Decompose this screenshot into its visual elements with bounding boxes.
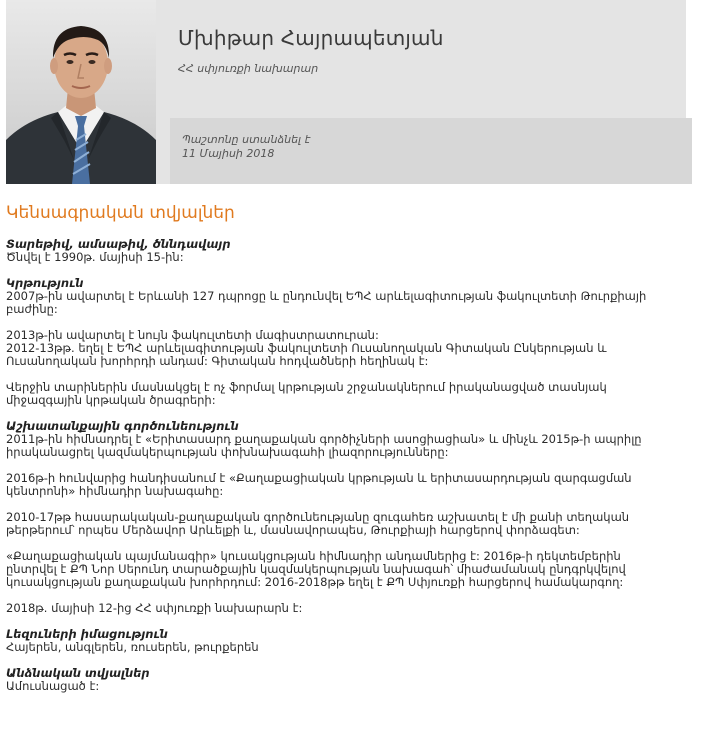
work-paragraph: 2018թ. մայիսի 12-ից ՀՀ սփյուռքի նախարարն է: xyxy=(6,601,303,615)
education-paragraph: 2012-13թթ. եղել է ԵՊՀ արևելագիտության ֆակուլտետի Ուսանողական Գիտական Ընկերության և Ուսանողական խորհրդի անդամ: Գիտական հոդվածների հեղինակ է: xyxy=(6,341,607,368)
personal-text: Ամուսնացած է: xyxy=(6,679,100,693)
biography-content xyxy=(6,238,696,706)
birth-text: Ծնվել է 1990թ. մայիսի 15-ին: xyxy=(6,250,184,264)
work-paragraph: 2011թ-ին հիմնադրել է «Երիտասարդ քաղաքական գործիչների ասոցիացիան» և մինչև 2015թ-ի ապրիլը իրականացրել կազմակերպության փոխնախագահի լիազորությունները: xyxy=(6,432,642,459)
personal-block xyxy=(6,667,696,693)
education-block xyxy=(6,277,696,407)
birth-block xyxy=(6,238,696,264)
work-block xyxy=(6,420,696,615)
birth-title: Տարեթիվ, ամսաթիվ, ծննդավայր xyxy=(6,237,231,251)
work-paragraph: 2016թ-ի հունվարից հանդիսանում է «Քաղաքացիական կրթության և երիտասարդության զարգացման կենտրոնի» հիմնադիր նախագահը: xyxy=(6,471,632,498)
portrait-photo xyxy=(6,0,156,184)
appointment-label: Պաշտոնը ստանձնել է xyxy=(182,133,311,146)
appointment-box xyxy=(170,118,692,184)
languages-block xyxy=(6,628,696,654)
education-title: Կրթություն xyxy=(6,276,84,290)
education-paragraph: 2007թ-ին ավարտել է Երևանի 127 դպրոցը և ընդունվել ԵՊՀ արևելագիտության ֆակուլտետի Թուրքիայի բաժինը: xyxy=(6,289,647,316)
appointment-date: 11 Մայիսի 2018 xyxy=(182,147,275,160)
languages-text: Հայերեն, անգլերեն, ռուսերեն, թուրքերեն xyxy=(6,640,259,654)
work-paragraph: 2010-17թթ հասարակական-քաղաքական գործունեությանը զուգահեռ աշխատել է մի քանի տեղական թերթերում՝ որպես Մերձավոր Արևելքի և, մասնավորապես, Թուրքիայի հարցերով փորձագետ: xyxy=(6,510,630,537)
personal-title: Անձնական տվյալներ xyxy=(6,666,150,680)
education-paragraph: 2013թ-ին ավարտել է նույն ֆակուլտետի մագիստրատուրան: xyxy=(6,328,379,342)
biography-section-title: Կենսագրական տվյալներ xyxy=(6,203,235,223)
minister-name: Մխիթար Հայրապետյան xyxy=(178,26,444,50)
education-paragraph: Վերջին տարիներին մասնակցել է ոչ ֆորմալ կրթության շրջանակներում իրականացված տասնյակ միջազգային կրթական ծրագրերի: xyxy=(6,380,607,407)
work-paragraph: «Քաղաքացիական պայմանագիր» կուսակցության հիմնադիր անդամներից է: 2016թ-ի դեկտեմբերին ընտրվել է ՔՊ Նոր Սերունդ տարածքային կազմակերպության նախագահ՝ միաժամանակ ընդգրկվելով կուսակցության քաղաքական խորհրդում: 2016-2018թթ եղել է ՔՊ Սփյուռքի հարցերով համակարգող: xyxy=(6,549,626,589)
languages-title: Լեզուների իմացություն xyxy=(6,627,168,641)
portrait-illustration xyxy=(6,0,156,184)
work-title: Աշխատանքային գործունեություն xyxy=(6,419,239,433)
minister-position: ՀՀ սփյուռքի նախարար xyxy=(178,62,319,75)
